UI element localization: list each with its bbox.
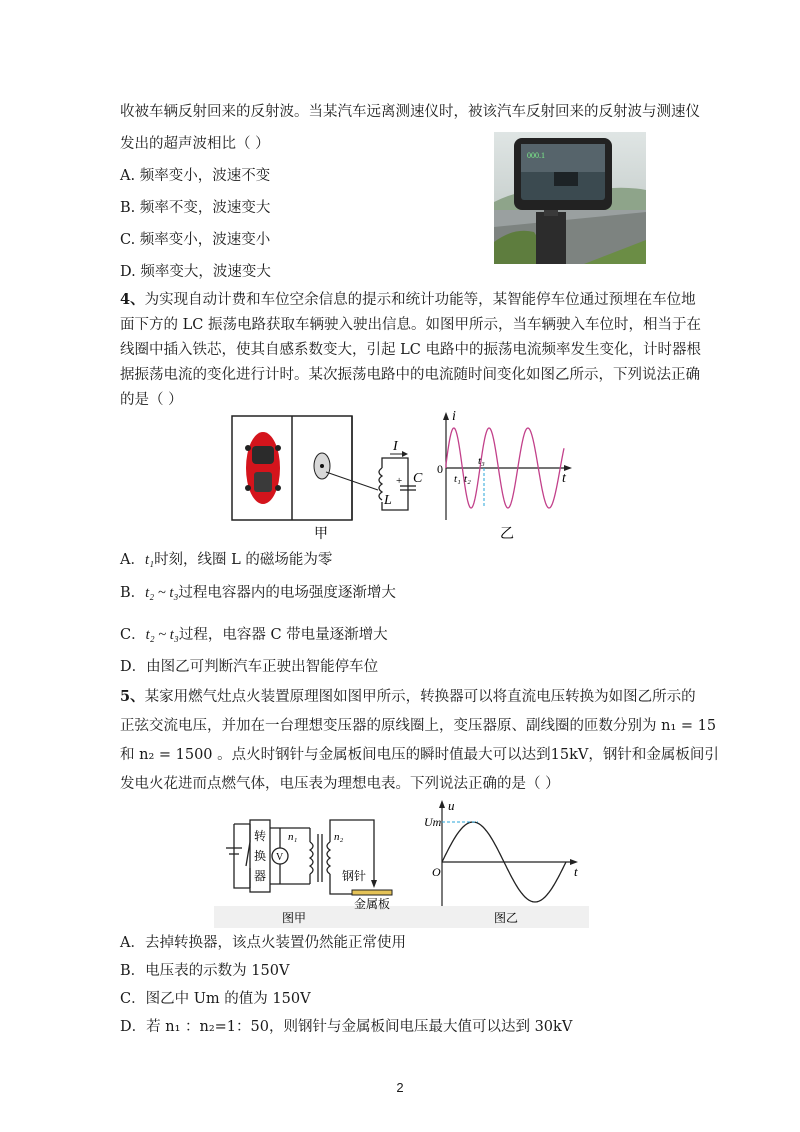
option-text: 由图乙可判断汽车正驶出智能停车位: [146, 659, 379, 675]
q4-text-1: 为实现自动计费和车位空余信息的提示和统计功能等，某智能停车位通过预埋在车位地: [144, 292, 696, 308]
option-label: D．: [120, 659, 147, 675]
voltmeter-icon: V: [276, 852, 284, 863]
q4-figure: [230, 410, 580, 540]
q3-stem-line2: 发出的超声波相比（ ）: [120, 136, 270, 152]
option-text: 过程，电容器 C 带电量逐渐增大: [178, 627, 388, 643]
speed-readout: 000.1: [527, 151, 545, 160]
option-text: 过程电容器内的电场强度逐渐增大: [178, 585, 396, 601]
q5-option-d: D．若 n₁ ：n₂=1：50，则钢针与金属板间电压最大值可以达到 30kV: [120, 1019, 573, 1035]
needle-label: 钢针: [342, 869, 367, 883]
page-number: 2: [396, 1080, 404, 1095]
q5-text-1: 某家用燃气灶点火装置原理图如图甲所示，转换器可以将直流电压转换为如图乙所示的: [144, 689, 696, 705]
t-axis-label: t: [574, 864, 578, 879]
q5-figure: [214, 798, 589, 928]
um-label: Um: [424, 815, 442, 829]
q5-stem-line2: 正弦交流电压，并加在一台理想变压器的原线圈上，变压器原、副线圈的匝数分别为 n₁ = 15: [120, 718, 717, 734]
option-label: A．: [120, 552, 145, 568]
option-label: C．: [120, 627, 146, 643]
q3-option-b: B. 频率不变，波速变大: [120, 200, 271, 216]
option-var: t₂ ~ t₃: [145, 585, 179, 601]
q5-stem-line1: [120, 687, 696, 707]
option-label: B．: [120, 585, 146, 601]
t1-label: t₁: [454, 473, 461, 485]
n1-label: n₁: [288, 831, 298, 843]
q5-option-b: B．电压表的示数为 150V: [120, 963, 290, 979]
q5-stem-line4: 发电火花进而点燃气体，电压表为理想电表。下列说法正确的是（ ）: [120, 776, 560, 792]
inductor-label: L: [384, 493, 392, 508]
origin-label: 0: [437, 462, 443, 476]
option-var: t₂ ~ t₃: [145, 627, 179, 643]
converter-char-2: 换: [254, 849, 267, 863]
q3-option-a: A. 频率变小，波速不变: [120, 168, 271, 184]
q3-option-c: C. 频率变小，波速变小: [120, 232, 271, 248]
q4-stem-line5: 的是（ ）: [120, 392, 183, 408]
option-var: t₁: [144, 552, 155, 568]
t-axis-label: t: [562, 471, 566, 486]
q4-stem-line4: 据振荡电流的变化进行计时。某次振荡电路中的电流随时间变化如图乙所示，下列说法正确: [120, 367, 700, 383]
q3-option-d: D. 频率变大，波速变大: [120, 264, 271, 280]
plate-label: 金属板: [354, 897, 391, 911]
current-label: I: [393, 439, 398, 454]
q4-option-c: [120, 625, 388, 645]
capacitor-label: C: [413, 471, 423, 486]
converter-char-1: 转: [254, 829, 267, 843]
q4-number: 4、: [120, 291, 145, 308]
figure-b-caption: 图乙: [494, 911, 519, 925]
n2-label: n₂: [334, 831, 344, 843]
q3-stem-line1: 收被车辆反射回来的反射波。当某汽车远离测速仪时，被该汽车反射回来的反射波与测速仪: [120, 104, 700, 120]
option-text: 时刻，线圈 L 的磁场能为零: [154, 552, 333, 568]
figure-a-caption: 甲: [314, 527, 328, 540]
metal-plate: [352, 890, 392, 895]
t2-label: t₂: [464, 473, 471, 485]
q5-stem-line3: 和 n₂ = 1500 。点火时钢针与金属板间电压的瞬时值最大可以达到15kV，钢针和金属板间引: [120, 747, 719, 763]
plus-sign: +: [396, 475, 403, 487]
speed-gun-photo: [494, 132, 646, 264]
q4-stem-line1: [120, 290, 696, 310]
i-axis-label: i: [452, 410, 456, 424]
u-axis-label: u: [448, 798, 455, 813]
converter-char-3: 器: [254, 869, 267, 883]
q5-option-c: C．图乙中 Um 的值为 150V: [120, 991, 311, 1007]
q4-stem-line3: 线圈中插入铁芯，使其自感系数变大，引起 LC 电路中的振荡电流频率发生变化，计时器根: [120, 342, 701, 358]
voltage-time-graph: [424, 798, 578, 925]
origin-label: O: [432, 865, 441, 879]
q4-option-d: [120, 657, 378, 677]
figure-b-caption: 乙: [500, 527, 514, 540]
current-time-graph: [437, 410, 572, 540]
car-icon: [245, 432, 281, 504]
t3-label: t₃: [478, 455, 485, 467]
q5-number: 5、: [120, 688, 145, 705]
figure-a-caption: 图甲: [282, 911, 307, 925]
q4-option-a: [120, 550, 332, 570]
q4-stem-line2: 面下方的 LC 振荡电路获取车辆驶入驶出信息。如图甲所示，当车辆驶入车位时，相当于在: [120, 317, 701, 333]
q4-option-b: [120, 583, 396, 603]
q5-option-a: A．去掉转换器，该点火装置仍然能正常使用: [120, 935, 406, 951]
